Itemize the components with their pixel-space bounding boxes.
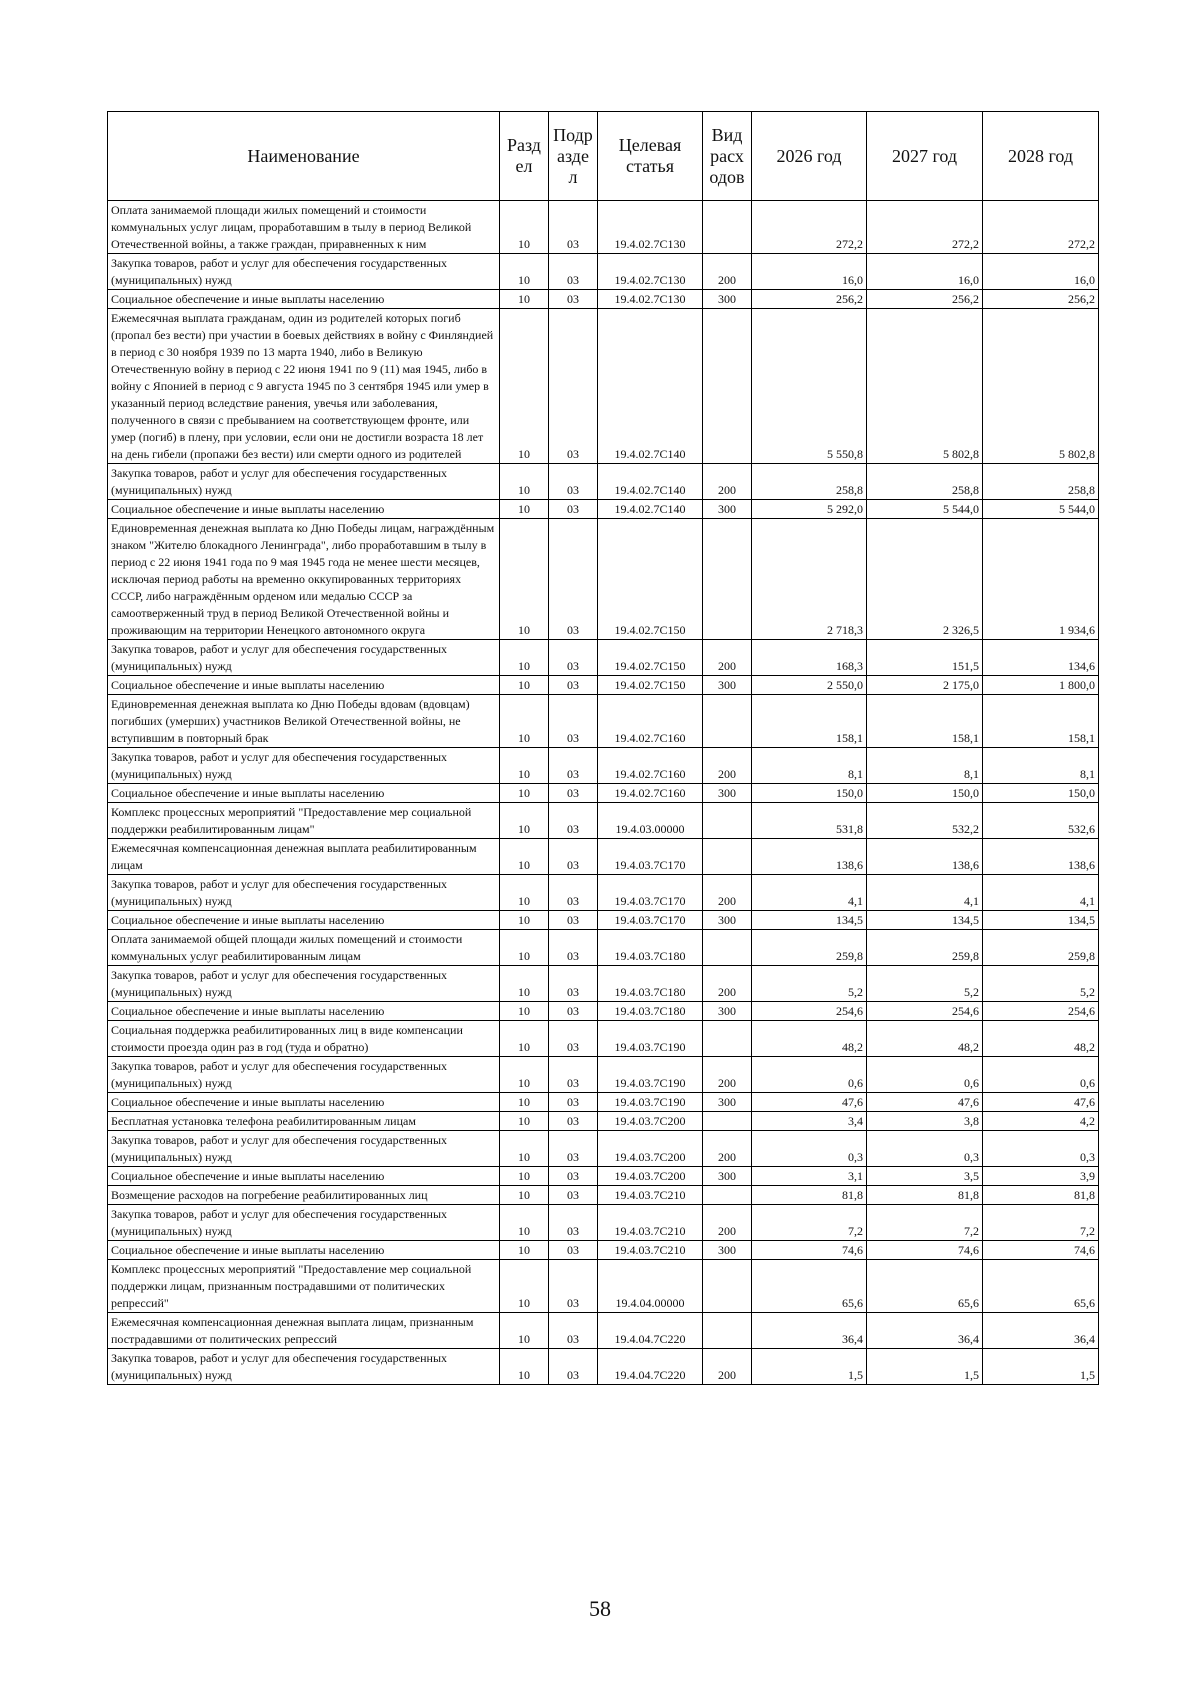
table-row: [108, 676, 1099, 695]
row-2026: 3,4: [752, 1112, 867, 1131]
row-2026: 74,6: [752, 1241, 867, 1260]
header-subsection: Подр азде л: [549, 112, 598, 201]
row-2028: 48,2: [983, 1021, 1099, 1057]
row-expense-type: 300: [703, 1167, 752, 1186]
row-subsection: 03: [549, 966, 598, 1002]
row-expense-type: 200: [703, 640, 752, 676]
row-2027: 272,2: [867, 201, 983, 254]
row-expense-type: [703, 309, 752, 464]
table-row: [108, 966, 1099, 1002]
row-section: 10: [500, 1057, 549, 1093]
row-2028: 532,6: [983, 803, 1099, 839]
row-2026: 272,2: [752, 201, 867, 254]
table-row: [108, 290, 1099, 309]
row-target-article: 19.4.03.7С180: [598, 1002, 703, 1021]
row-2028: 16,0: [983, 254, 1099, 290]
row-section: 10: [500, 695, 549, 748]
row-section: 10: [500, 309, 549, 464]
row-2027: 259,8: [867, 930, 983, 966]
header-year-2028: 2028 год: [983, 112, 1099, 201]
row-subsection: 03: [549, 803, 598, 839]
row-2027: 158,1: [867, 695, 983, 748]
table-row: [108, 803, 1099, 839]
row-2028: 8,1: [983, 748, 1099, 784]
row-section: 10: [500, 640, 549, 676]
row-name: Комплекс процессных мероприятий "Предоставление мер социальной поддержки лицам, признанным пострадавшими от политических репрессий": [108, 1260, 500, 1313]
row-subsection: 03: [549, 201, 598, 254]
row-2028: 5,2: [983, 966, 1099, 1002]
row-section: 10: [500, 464, 549, 500]
row-subsection: 03: [549, 676, 598, 695]
row-section: 10: [500, 1186, 549, 1205]
table-row: [108, 784, 1099, 803]
row-2026: 254,6: [752, 1002, 867, 1021]
row-2027: 532,2: [867, 803, 983, 839]
row-expense-type: [703, 1021, 752, 1057]
row-2028: 254,6: [983, 1002, 1099, 1021]
row-subsection: 03: [549, 1131, 598, 1167]
row-subsection: 03: [549, 1313, 598, 1349]
table-row: [108, 1186, 1099, 1205]
table-row: [108, 1021, 1099, 1057]
table-row: [108, 911, 1099, 930]
table-header-row: [108, 112, 1099, 201]
row-2026: 16,0: [752, 254, 867, 290]
row-expense-type: [703, 1313, 752, 1349]
row-2027: 4,1: [867, 875, 983, 911]
row-name: Социальная поддержка реабилитированных лиц в виде компенсации стоимости проезда один раз в год (туда и обратно): [108, 1021, 500, 1057]
header-target-article: Целевая статья: [598, 112, 703, 201]
row-2028: 272,2: [983, 201, 1099, 254]
row-expense-type: 200: [703, 748, 752, 784]
row-section: 10: [500, 875, 549, 911]
row-2028: 3,9: [983, 1167, 1099, 1186]
row-name: Оплата занимаемой площади жилых помещений и стоимости коммунальных услуг лицам, проработавшим в тылу в период Великой Отечественной войны, а также граждан, приравненных к ним: [108, 201, 500, 254]
row-section: 10: [500, 254, 549, 290]
row-target-article: 19.4.02.7С150: [598, 519, 703, 640]
row-target-article: 19.4.03.7С170: [598, 875, 703, 911]
row-section: 10: [500, 1093, 549, 1112]
row-expense-type: [703, 1260, 752, 1313]
row-2028: 47,6: [983, 1093, 1099, 1112]
row-expense-type: 200: [703, 464, 752, 500]
row-name: Единовременная денежная выплата ко Дню Победы лицам, награждённым знаком "Жителю блокадного Ленинграда", либо проработавшим в тылу в период с 22 июня 1941 года по 9 мая 1945 года не менее шести месяцев, исключая период работы на временно оккупированных территориях СССР, либо награждённым орденом или медалью СССР за самоотверженный труд в период Великой Отечественной войны и проживающим на территории Ненецкого автономного округа: [108, 519, 500, 640]
row-2026: 7,2: [752, 1205, 867, 1241]
row-2028: 138,6: [983, 839, 1099, 875]
row-2026: 48,2: [752, 1021, 867, 1057]
table-row: [108, 500, 1099, 519]
row-subsection: 03: [549, 500, 598, 519]
row-section: 10: [500, 911, 549, 930]
row-expense-type: 200: [703, 1349, 752, 1385]
row-name: Закупка товаров, работ и услуг для обеспечения государственных (муниципальных) нужд: [108, 966, 500, 1002]
row-target-article: 19.4.02.7С160: [598, 695, 703, 748]
row-2027: 16,0: [867, 254, 983, 290]
row-section: 10: [500, 1260, 549, 1313]
table-row: [108, 748, 1099, 784]
table-row: [108, 1093, 1099, 1112]
row-2027: 1,5: [867, 1349, 983, 1385]
row-target-article: 19.4.03.7С170: [598, 839, 703, 875]
row-target-article: 19.4.02.7С140: [598, 309, 703, 464]
row-target-article: 19.4.03.7С200: [598, 1167, 703, 1186]
row-2028: 258,8: [983, 464, 1099, 500]
row-expense-type: [703, 839, 752, 875]
row-name: Комплекс процессных мероприятий "Предоставление мер социальной поддержки реабилитированным лицам": [108, 803, 500, 839]
table-row: [108, 1205, 1099, 1241]
row-subsection: 03: [549, 1002, 598, 1021]
row-2028: 256,2: [983, 290, 1099, 309]
table-row: [108, 1112, 1099, 1131]
table-row: [108, 839, 1099, 875]
row-name: Социальное обеспечение и иные выплаты населению: [108, 290, 500, 309]
table-row: [108, 519, 1099, 640]
row-target-article: 19.4.03.7С210: [598, 1205, 703, 1241]
row-section: 10: [500, 1313, 549, 1349]
row-subsection: 03: [549, 254, 598, 290]
row-expense-type: [703, 1186, 752, 1205]
table-row: [108, 1260, 1099, 1313]
row-2027: 47,6: [867, 1093, 983, 1112]
row-2027: 151,5: [867, 640, 983, 676]
row-subsection: 03: [549, 1205, 598, 1241]
row-name: Социальное обеспечение и иные выплаты населению: [108, 1167, 500, 1186]
row-2027: 254,6: [867, 1002, 983, 1021]
row-2027: 0,3: [867, 1131, 983, 1167]
row-2027: 5 544,0: [867, 500, 983, 519]
row-2026: 0,3: [752, 1131, 867, 1167]
row-2026: 5 292,0: [752, 500, 867, 519]
table-row: [108, 1349, 1099, 1385]
row-2028: 0,3: [983, 1131, 1099, 1167]
row-2028: 74,6: [983, 1241, 1099, 1260]
row-subsection: 03: [549, 1057, 598, 1093]
row-subsection: 03: [549, 1093, 598, 1112]
row-2026: 3,1: [752, 1167, 867, 1186]
row-2027: 134,5: [867, 911, 983, 930]
row-subsection: 03: [549, 911, 598, 930]
row-2026: 8,1: [752, 748, 867, 784]
row-subsection: 03: [549, 1349, 598, 1385]
row-2026: 4,1: [752, 875, 867, 911]
row-subsection: 03: [549, 640, 598, 676]
row-target-article: 19.4.03.7С200: [598, 1112, 703, 1131]
row-section: 10: [500, 1021, 549, 1057]
row-target-article: 19.4.02.7С130: [598, 290, 703, 309]
row-section: 10: [500, 519, 549, 640]
table-row: [108, 1313, 1099, 1349]
row-section: 10: [500, 1112, 549, 1131]
row-name: Закупка товаров, работ и услуг для обеспечения государственных (муниципальных) нужд: [108, 640, 500, 676]
row-expense-type: 300: [703, 911, 752, 930]
row-2028: 4,1: [983, 875, 1099, 911]
row-name: Возмещение расходов на погребение реабилитированных лиц: [108, 1186, 500, 1205]
header-expense-type: Вид расх одов: [703, 112, 752, 201]
row-expense-type: [703, 201, 752, 254]
budget-table-sheet: [107, 111, 1098, 1385]
row-2026: 5,2: [752, 966, 867, 1002]
row-expense-type: 300: [703, 1002, 752, 1021]
row-2027: 2 175,0: [867, 676, 983, 695]
row-section: 10: [500, 748, 549, 784]
row-2027: 258,8: [867, 464, 983, 500]
row-2026: 47,6: [752, 1093, 867, 1112]
row-subsection: 03: [549, 1021, 598, 1057]
row-2026: 258,8: [752, 464, 867, 500]
row-target-article: 19.4.02.7С130: [598, 254, 703, 290]
row-2028: 150,0: [983, 784, 1099, 803]
row-2028: 36,4: [983, 1313, 1099, 1349]
row-2026: 256,2: [752, 290, 867, 309]
row-2028: 4,2: [983, 1112, 1099, 1131]
row-2027: 3,8: [867, 1112, 983, 1131]
row-expense-type: [703, 803, 752, 839]
row-expense-type: 200: [703, 254, 752, 290]
row-2027: 2 326,5: [867, 519, 983, 640]
row-subsection: 03: [549, 290, 598, 309]
row-section: 10: [500, 1131, 549, 1167]
row-subsection: 03: [549, 875, 598, 911]
row-expense-type: 200: [703, 1205, 752, 1241]
row-expense-type: 200: [703, 1057, 752, 1093]
row-2026: 0,6: [752, 1057, 867, 1093]
row-target-article: 19.4.03.7С210: [598, 1241, 703, 1260]
table-row: [108, 875, 1099, 911]
row-section: 10: [500, 1205, 549, 1241]
row-name: Социальное обеспечение и иные выплаты населению: [108, 784, 500, 803]
row-name: Закупка товаров, работ и услуг для обеспечения государственных (муниципальных) нужд: [108, 464, 500, 500]
row-name: Ежемесячная компенсационная денежная выплата лицам, признанным пострадавшими от политических репрессий: [108, 1313, 500, 1349]
row-2026: 158,1: [752, 695, 867, 748]
table-body: [108, 201, 1099, 1385]
row-subsection: 03: [549, 519, 598, 640]
row-target-article: 19.4.02.7С160: [598, 748, 703, 784]
row-name: Закупка товаров, работ и услуг для обеспечения государственных (муниципальных) нужд: [108, 254, 500, 290]
row-2027: 7,2: [867, 1205, 983, 1241]
row-2028: 0,6: [983, 1057, 1099, 1093]
row-section: 10: [500, 784, 549, 803]
row-target-article: 19.4.02.7С150: [598, 676, 703, 695]
row-expense-type: 200: [703, 1131, 752, 1167]
row-expense-type: 300: [703, 784, 752, 803]
row-2027: 65,6: [867, 1260, 983, 1313]
row-subsection: 03: [549, 784, 598, 803]
row-name: Закупка товаров, работ и услуг для обеспечения государственных (муниципальных) нужд: [108, 875, 500, 911]
row-subsection: 03: [549, 839, 598, 875]
row-subsection: 03: [549, 309, 598, 464]
row-section: 10: [500, 500, 549, 519]
row-2028: 5 544,0: [983, 500, 1099, 519]
row-name: Бесплатная установка телефона реабилитированным лицам: [108, 1112, 500, 1131]
table-row: [108, 930, 1099, 966]
row-2026: 150,0: [752, 784, 867, 803]
header-year-2027: 2027 год: [867, 112, 983, 201]
row-target-article: 19.4.02.7С140: [598, 464, 703, 500]
row-2028: 5 802,8: [983, 309, 1099, 464]
row-name: Закупка товаров, работ и услуг для обеспечения государственных (муниципальных) нужд: [108, 748, 500, 784]
table-row: [108, 1002, 1099, 1021]
table-row: [108, 1167, 1099, 1186]
row-2027: 74,6: [867, 1241, 983, 1260]
row-target-article: 19.4.04.7С220: [598, 1313, 703, 1349]
table-row: [108, 695, 1099, 748]
row-expense-type: 300: [703, 500, 752, 519]
row-subsection: 03: [549, 1112, 598, 1131]
row-2027: 81,8: [867, 1186, 983, 1205]
row-target-article: 19.4.02.7С150: [598, 640, 703, 676]
row-2026: 138,6: [752, 839, 867, 875]
row-2026: 36,4: [752, 1313, 867, 1349]
row-target-article: 19.4.03.7С190: [598, 1021, 703, 1057]
row-2026: 65,6: [752, 1260, 867, 1313]
row-2026: 531,8: [752, 803, 867, 839]
row-expense-type: [703, 519, 752, 640]
row-2028: 65,6: [983, 1260, 1099, 1313]
row-expense-type: 300: [703, 676, 752, 695]
row-2028: 134,5: [983, 911, 1099, 930]
row-2028: 134,6: [983, 640, 1099, 676]
row-section: 10: [500, 930, 549, 966]
row-2027: 5 802,8: [867, 309, 983, 464]
table-row: [108, 309, 1099, 464]
row-section: 10: [500, 803, 549, 839]
table-row: [108, 1057, 1099, 1093]
row-name: Социальное обеспечение и иные выплаты населению: [108, 911, 500, 930]
row-section: 10: [500, 966, 549, 1002]
row-section: 10: [500, 676, 549, 695]
row-section: 10: [500, 290, 549, 309]
row-target-article: 19.4.03.7С180: [598, 930, 703, 966]
row-name: Социальное обеспечение и иные выплаты населению: [108, 1241, 500, 1260]
row-2026: 81,8: [752, 1186, 867, 1205]
row-section: 10: [500, 1241, 549, 1260]
row-target-article: 19.4.03.7С190: [598, 1057, 703, 1093]
row-expense-type: [703, 1112, 752, 1131]
row-2028: 259,8: [983, 930, 1099, 966]
row-2027: 256,2: [867, 290, 983, 309]
row-section: 10: [500, 1349, 549, 1385]
header-name: Наименование: [108, 112, 500, 201]
row-name: Социальное обеспечение и иные выплаты населению: [108, 1002, 500, 1021]
header-year-2026: 2026 год: [752, 112, 867, 201]
row-name: Оплата занимаемой общей площади жилых помещений и стоимости коммунальных услуг реабилитированным лицам: [108, 930, 500, 966]
table-row: [108, 464, 1099, 500]
row-target-article: 19.4.02.7С160: [598, 784, 703, 803]
row-expense-type: 300: [703, 1241, 752, 1260]
row-2026: 5 550,8: [752, 309, 867, 464]
row-expense-type: 300: [703, 1093, 752, 1112]
row-subsection: 03: [549, 1260, 598, 1313]
row-2028: 7,2: [983, 1205, 1099, 1241]
row-2027: 0,6: [867, 1057, 983, 1093]
row-name: Социальное обеспечение и иные выплаты населению: [108, 1093, 500, 1112]
table-row: [108, 1131, 1099, 1167]
row-expense-type: 300: [703, 290, 752, 309]
row-2027: 138,6: [867, 839, 983, 875]
row-target-article: 19.4.03.7С210: [598, 1186, 703, 1205]
row-2028: 1 934,6: [983, 519, 1099, 640]
row-2027: 150,0: [867, 784, 983, 803]
row-2027: 48,2: [867, 1021, 983, 1057]
row-expense-type: 200: [703, 875, 752, 911]
row-target-article: 19.4.03.00000: [598, 803, 703, 839]
row-2026: 168,3: [752, 640, 867, 676]
table-row: [108, 1241, 1099, 1260]
row-target-article: 19.4.03.7С200: [598, 1131, 703, 1167]
row-2026: 2 550,0: [752, 676, 867, 695]
row-subsection: 03: [549, 1186, 598, 1205]
row-2028: 1 800,0: [983, 676, 1099, 695]
row-2028: 81,8: [983, 1186, 1099, 1205]
row-expense-type: [703, 930, 752, 966]
row-name: Закупка товаров, работ и услуг для обеспечения государственных (муниципальных) нужд: [108, 1349, 500, 1385]
row-target-article: 19.4.04.00000: [598, 1260, 703, 1313]
row-2026: 2 718,3: [752, 519, 867, 640]
row-2026: 134,5: [752, 911, 867, 930]
row-section: 10: [500, 201, 549, 254]
row-name: Закупка товаров, работ и услуг для обеспечения государственных (муниципальных) нужд: [108, 1057, 500, 1093]
row-target-article: 19.4.04.7С220: [598, 1349, 703, 1385]
row-section: 10: [500, 839, 549, 875]
row-name: Закупка товаров, работ и услуг для обеспечения государственных (муниципальных) нужд: [108, 1131, 500, 1167]
row-section: 10: [500, 1002, 549, 1021]
header-section: Разд ел: [500, 112, 549, 201]
row-subsection: 03: [549, 930, 598, 966]
row-name: Закупка товаров, работ и услуг для обеспечения государственных (муниципальных) нужд: [108, 1205, 500, 1241]
page-number: 58: [589, 1596, 611, 1621]
row-subsection: 03: [549, 464, 598, 500]
table-row: [108, 254, 1099, 290]
row-name: Социальное обеспечение и иные выплаты населению: [108, 500, 500, 519]
row-name: Ежемесячная компенсационная денежная выплата реабилитированным лицам: [108, 839, 500, 875]
row-target-article: 19.4.02.7С130: [598, 201, 703, 254]
row-target-article: 19.4.03.7С180: [598, 966, 703, 1002]
row-target-article: 19.4.03.7С190: [598, 1093, 703, 1112]
row-target-article: 19.4.03.7С170: [598, 911, 703, 930]
budget-table: [107, 111, 1099, 1385]
table-row: [108, 201, 1099, 254]
row-2026: 259,8: [752, 930, 867, 966]
row-2026: 1,5: [752, 1349, 867, 1385]
row-target-article: 19.4.02.7С140: [598, 500, 703, 519]
row-name: Ежемесячная выплата гражданам, один из родителей которых погиб (пропал без вести) при участии в боевых действиях в войну с Финляндией в период с 30 ноября 1939 по 13 марта 1940, либо в Великую Отечественную войну в период с 22 июня 1941 по 9 (11) мая 1945, либо в войну с Японией в период с 9 августа 1945 по 3 сентября 1945 или умер в указанный период вследствие ранения, увечья или заболевания, полученного в связи с пребыванием на соответствующем фронте, или умер (погиб) в плену, при условии, если они не достигли возраста 18 лет на день гибели (пропажи без вести) или смерти одного из родителей: [108, 309, 500, 464]
row-name: Единовременная денежная выплата ко Дню Победы вдовам (вдовцам) погибших (умерших) участников Великой Отечественной войны, не вступившим в повторный брак: [108, 695, 500, 748]
row-section: 10: [500, 1167, 549, 1186]
table-row: [108, 640, 1099, 676]
row-2028: 1,5: [983, 1349, 1099, 1385]
row-2027: 8,1: [867, 748, 983, 784]
row-expense-type: 200: [703, 966, 752, 1002]
row-subsection: 03: [549, 1241, 598, 1260]
row-2028: 158,1: [983, 695, 1099, 748]
row-2027: 36,4: [867, 1313, 983, 1349]
row-name: Социальное обеспечение и иные выплаты населению: [108, 676, 500, 695]
row-subsection: 03: [549, 748, 598, 784]
row-expense-type: [703, 695, 752, 748]
row-2027: 3,5: [867, 1167, 983, 1186]
row-2027: 5,2: [867, 966, 983, 1002]
row-subsection: 03: [549, 1167, 598, 1186]
row-subsection: 03: [549, 695, 598, 748]
